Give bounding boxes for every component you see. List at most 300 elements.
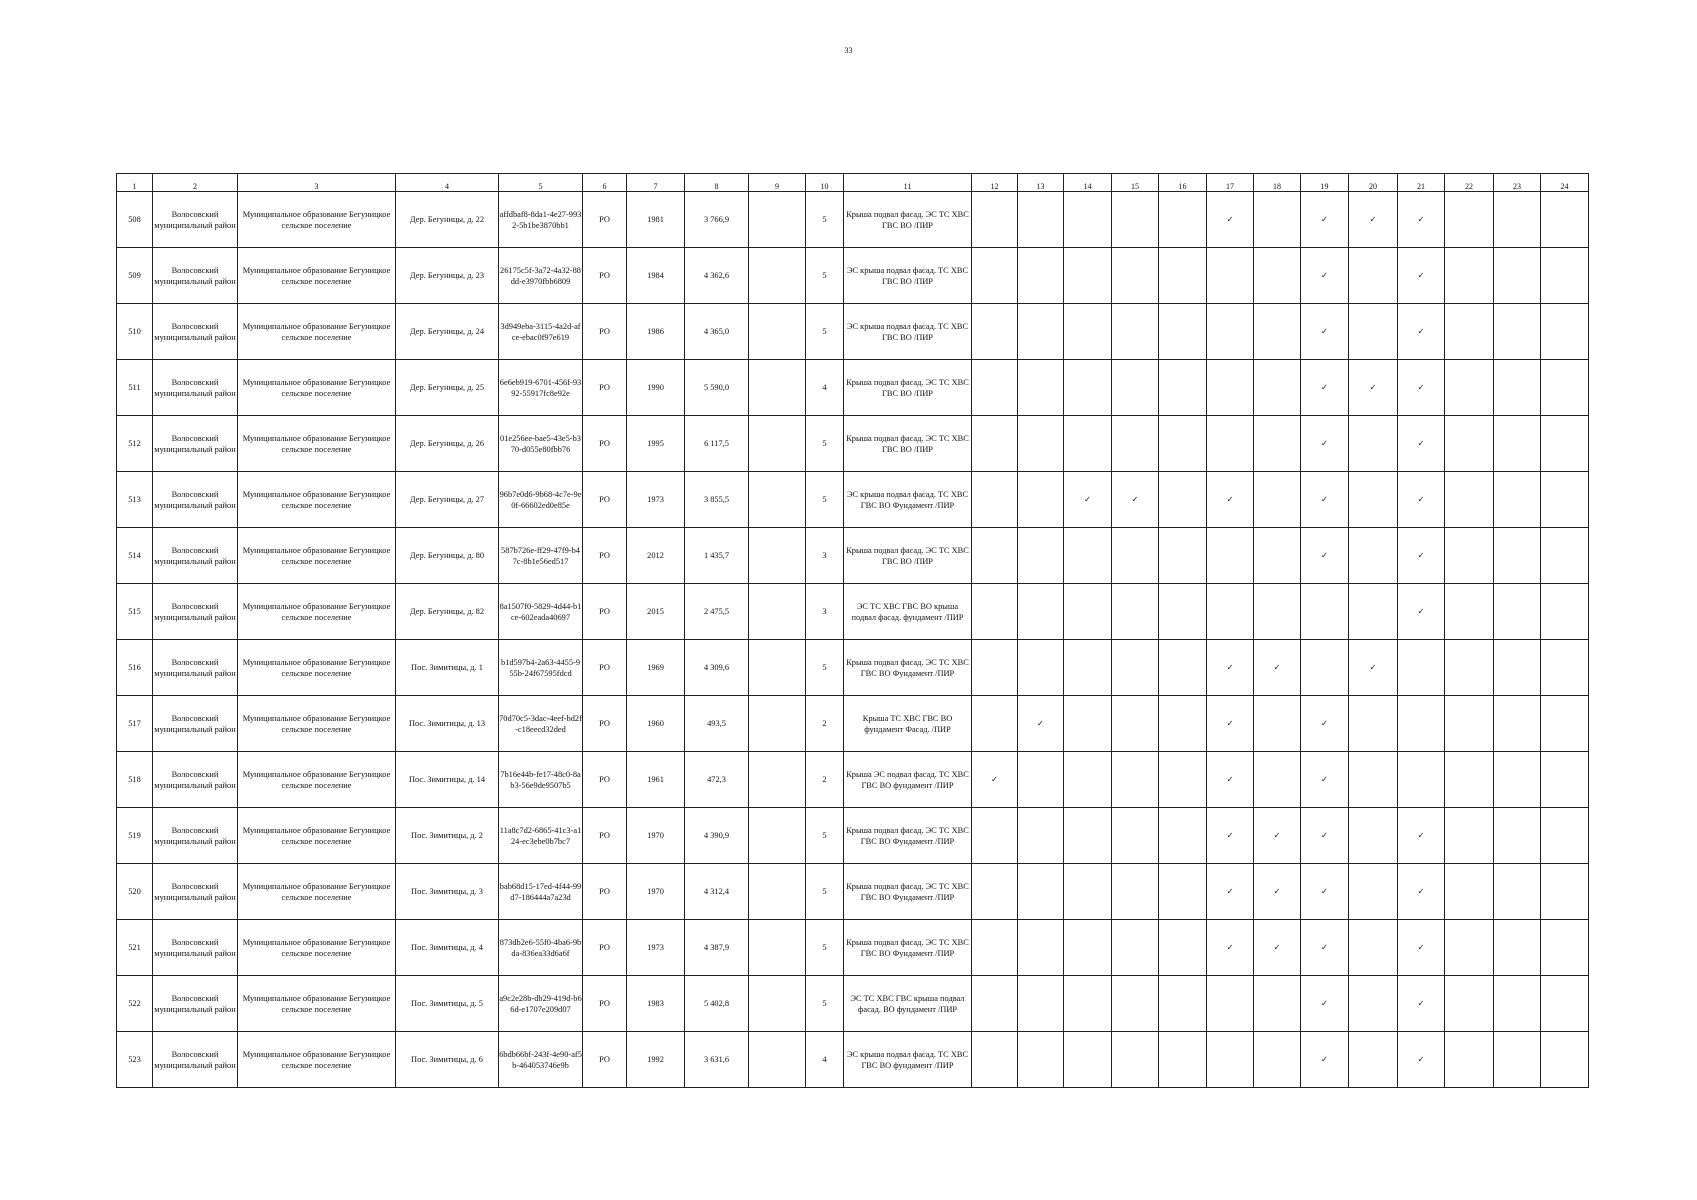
check-mark-icon: ✓ xyxy=(1301,808,1349,864)
municipality-cell: Муниципальное образование Бегуницкое сельское поселение xyxy=(238,584,396,640)
fund-form-cell: РО xyxy=(583,304,627,360)
empty-cell xyxy=(1349,304,1398,360)
column-number-10: 10 xyxy=(806,174,844,192)
empty-cell xyxy=(1494,584,1541,640)
column-number-6: 6 xyxy=(583,174,627,192)
column-number-20: 20 xyxy=(1349,174,1398,192)
empty-cell xyxy=(972,360,1018,416)
empty-cell xyxy=(1349,1032,1398,1088)
column-number-8: 8 xyxy=(685,174,749,192)
column-9-cell xyxy=(749,864,806,920)
house-guid-cell: 8a1507f0-5829-4d44-b1ce-602eada40697 xyxy=(499,584,583,640)
area-cell: 493,5 xyxy=(685,696,749,752)
column-number-2: 2 xyxy=(153,174,238,192)
area-cell: 4 309,6 xyxy=(685,640,749,696)
empty-cell xyxy=(1445,192,1494,248)
column-number-17: 17 xyxy=(1207,174,1254,192)
check-mark-icon: ✓ xyxy=(1207,192,1254,248)
year-cell: 1995 xyxy=(627,416,685,472)
column-9-cell xyxy=(749,416,806,472)
municipality-cell: Муниципальное образование Бегуницкое сельское поселение xyxy=(238,416,396,472)
empty-cell xyxy=(1301,584,1349,640)
empty-cell xyxy=(972,528,1018,584)
empty-cell xyxy=(1541,192,1589,248)
column-9-cell xyxy=(749,528,806,584)
fund-form-cell: РО xyxy=(583,472,627,528)
check-mark-icon: ✓ xyxy=(1018,696,1064,752)
empty-cell xyxy=(1494,248,1541,304)
fund-form-cell: РО xyxy=(583,528,627,584)
check-mark-icon: ✓ xyxy=(1398,192,1445,248)
empty-cell xyxy=(1207,1032,1254,1088)
empty-cell xyxy=(1018,1032,1064,1088)
empty-cell xyxy=(1541,584,1589,640)
empty-cell xyxy=(1494,528,1541,584)
works-cell: ЭС крыша подвал фасад. ТС ХВС ГВС ВО /ПИР xyxy=(844,248,972,304)
area-cell: 5 402,8 xyxy=(685,976,749,1032)
area-cell: 4 390,9 xyxy=(685,808,749,864)
house-guid-cell: 7b16e44b-fe17-48c0-8ab3-56e9de9507b5 xyxy=(499,752,583,808)
check-mark-icon: ✓ xyxy=(1398,920,1445,976)
empty-cell xyxy=(1018,976,1064,1032)
empty-cell xyxy=(1064,416,1112,472)
row-number: 518 xyxy=(117,752,153,808)
address-cell: Пос. Зимитицы, д. 4 xyxy=(396,920,499,976)
empty-cell xyxy=(1254,472,1301,528)
area-cell: 3 766,9 xyxy=(685,192,749,248)
empty-cell xyxy=(1064,976,1112,1032)
column-9-cell xyxy=(749,192,806,248)
empty-cell xyxy=(1349,248,1398,304)
table-row xyxy=(117,416,1589,472)
empty-cell xyxy=(1207,248,1254,304)
district-cell: Волосовский муниципальный район xyxy=(153,192,238,248)
check-mark-icon: ✓ xyxy=(1349,640,1398,696)
house-guid-cell: a9c2e28b-db29-419d-b66d-e1707e209d07 xyxy=(499,976,583,1032)
empty-cell xyxy=(1159,304,1207,360)
municipality-cell: Муниципальное образование Бегуницкое сельское поселение xyxy=(238,696,396,752)
empty-cell xyxy=(1159,192,1207,248)
check-mark-icon: ✓ xyxy=(1301,416,1349,472)
empty-cell xyxy=(1018,808,1064,864)
empty-cell xyxy=(1159,640,1207,696)
page-number: 33 xyxy=(844,46,853,55)
empty-cell xyxy=(1445,696,1494,752)
works-cell: Крыша ЭС подвал фасад. ТС ХВС ГВС ВО фундамент /ПИР xyxy=(844,752,972,808)
empty-cell xyxy=(1018,920,1064,976)
empty-cell xyxy=(1445,528,1494,584)
table-row xyxy=(117,360,1589,416)
empty-cell xyxy=(972,472,1018,528)
works-cell: Крыша подвал фасад. ЭС ТС ХВС ГВС ВО Фундамент /ПИР xyxy=(844,808,972,864)
empty-cell xyxy=(1254,696,1301,752)
column-9-cell xyxy=(749,640,806,696)
district-cell: Волосовский муниципальный район xyxy=(153,864,238,920)
column-number-15: 15 xyxy=(1112,174,1159,192)
works-cell: Крыша подвал фасад. ЭС ТС ХВС ГВС ВО Фундамент /ПИР xyxy=(844,864,972,920)
empty-cell xyxy=(1541,248,1589,304)
fund-form-cell: РО xyxy=(583,416,627,472)
check-mark-icon: ✓ xyxy=(1207,808,1254,864)
empty-cell xyxy=(1349,808,1398,864)
area-cell: 2 475,5 xyxy=(685,584,749,640)
empty-cell xyxy=(1254,192,1301,248)
empty-cell xyxy=(1159,976,1207,1032)
empty-cell xyxy=(1541,528,1589,584)
row-number: 521 xyxy=(117,920,153,976)
empty-cell xyxy=(1445,1032,1494,1088)
table-row xyxy=(117,920,1589,976)
empty-cell xyxy=(1349,696,1398,752)
table-row xyxy=(117,192,1589,248)
empty-cell xyxy=(1159,248,1207,304)
empty-cell xyxy=(1398,640,1445,696)
empty-cell xyxy=(1541,808,1589,864)
municipality-cell: Муниципальное образование Бегуницкое сельское поселение xyxy=(238,472,396,528)
empty-cell xyxy=(1112,360,1159,416)
empty-cell xyxy=(1541,752,1589,808)
empty-cell xyxy=(1064,360,1112,416)
row-number: 520 xyxy=(117,864,153,920)
empty-cell xyxy=(1494,808,1541,864)
empty-cell xyxy=(1207,416,1254,472)
row-number: 513 xyxy=(117,472,153,528)
empty-cell xyxy=(1112,304,1159,360)
column-9-cell xyxy=(749,696,806,752)
address-cell: Дер. Бегуницы, д. 26 xyxy=(396,416,499,472)
table-row xyxy=(117,472,1589,528)
empty-cell xyxy=(1349,864,1398,920)
works-cell: Крыша подвал фасад. ЭС ТС ХВС ГВС ВО /ПИР xyxy=(844,416,972,472)
column-9-cell xyxy=(749,304,806,360)
empty-cell xyxy=(1018,416,1064,472)
district-cell: Волосовский муниципальный район xyxy=(153,696,238,752)
table-row xyxy=(117,696,1589,752)
empty-cell xyxy=(1018,472,1064,528)
house-guid-cell: 26175c5f-3a72-4a32-88dd-e3970fbb6809 xyxy=(499,248,583,304)
empty-cell xyxy=(1254,1032,1301,1088)
column-number-1: 1 xyxy=(117,174,153,192)
check-mark-icon: ✓ xyxy=(1207,640,1254,696)
floors-cell: 5 xyxy=(806,808,844,864)
row-number: 512 xyxy=(117,416,153,472)
area-cell: 4 312,4 xyxy=(685,864,749,920)
fund-form-cell: РО xyxy=(583,192,627,248)
empty-cell xyxy=(1349,528,1398,584)
column-number-22: 22 xyxy=(1445,174,1494,192)
check-mark-icon: ✓ xyxy=(1301,192,1349,248)
empty-cell xyxy=(1112,528,1159,584)
empty-cell xyxy=(1254,528,1301,584)
works-cell: ЭС крыша подвал фасад. ТС ХВС ГВС ВО /ПИР xyxy=(844,304,972,360)
empty-cell xyxy=(1349,920,1398,976)
check-mark-icon: ✓ xyxy=(1064,472,1112,528)
empty-cell xyxy=(972,864,1018,920)
district-cell: Волосовский муниципальный район xyxy=(153,752,238,808)
empty-cell xyxy=(1445,864,1494,920)
house-guid-cell: bab68d15-17ed-4f44-99d7-186444a7a23d xyxy=(499,864,583,920)
column-9-cell xyxy=(749,808,806,864)
address-cell: Дер. Бегуницы, д. 24 xyxy=(396,304,499,360)
year-cell: 1960 xyxy=(627,696,685,752)
row-number: 514 xyxy=(117,528,153,584)
empty-cell xyxy=(1541,976,1589,1032)
fund-form-cell: РО xyxy=(583,696,627,752)
check-mark-icon: ✓ xyxy=(1207,472,1254,528)
empty-cell xyxy=(1494,472,1541,528)
empty-cell xyxy=(972,192,1018,248)
empty-cell xyxy=(1541,360,1589,416)
district-cell: Волосовский муниципальный район xyxy=(153,416,238,472)
empty-cell xyxy=(1445,416,1494,472)
fund-form-cell: РО xyxy=(583,920,627,976)
empty-cell xyxy=(1494,1032,1541,1088)
address-cell: Дер. Бегуницы, д. 23 xyxy=(396,248,499,304)
check-mark-icon: ✓ xyxy=(1207,920,1254,976)
check-mark-icon: ✓ xyxy=(1398,528,1445,584)
area-cell: 5 590,0 xyxy=(685,360,749,416)
empty-cell xyxy=(1494,752,1541,808)
year-cell: 1969 xyxy=(627,640,685,696)
floors-cell: 5 xyxy=(806,976,844,1032)
municipality-cell: Муниципальное образование Бегуницкое сельское поселение xyxy=(238,360,396,416)
column-number-5: 5 xyxy=(499,174,583,192)
empty-cell xyxy=(972,976,1018,1032)
column-number-9: 9 xyxy=(749,174,806,192)
empty-cell xyxy=(1541,920,1589,976)
municipality-cell: Муниципальное образование Бегуницкое сельское поселение xyxy=(238,528,396,584)
house-guid-cell: 6e6eb919-6701-456f-9392-55917fc8e92e xyxy=(499,360,583,416)
municipality-cell: Муниципальное образование Бегуницкое сельское поселение xyxy=(238,920,396,976)
column-number-3: 3 xyxy=(238,174,396,192)
check-mark-icon: ✓ xyxy=(1398,1032,1445,1088)
column-number-23: 23 xyxy=(1494,174,1541,192)
column-9-cell xyxy=(749,1032,806,1088)
empty-cell xyxy=(1064,1032,1112,1088)
municipality-cell: Муниципальное образование Бегуницкое сельское поселение xyxy=(238,640,396,696)
empty-cell xyxy=(1018,304,1064,360)
check-mark-icon: ✓ xyxy=(1349,360,1398,416)
year-cell: 1990 xyxy=(627,360,685,416)
table-row xyxy=(117,584,1589,640)
check-mark-icon: ✓ xyxy=(1301,752,1349,808)
house-guid-cell: 70d70c5-3dac-4eef-bd2f-c18eecd32ded xyxy=(499,696,583,752)
row-number: 508 xyxy=(117,192,153,248)
check-mark-icon: ✓ xyxy=(1301,976,1349,1032)
empty-cell xyxy=(1064,640,1112,696)
table-row xyxy=(117,864,1589,920)
empty-cell xyxy=(1112,808,1159,864)
empty-cell xyxy=(1494,920,1541,976)
floors-cell: 5 xyxy=(806,304,844,360)
empty-cell xyxy=(1541,864,1589,920)
empty-cell xyxy=(1064,584,1112,640)
empty-cell xyxy=(1112,752,1159,808)
empty-cell xyxy=(1064,864,1112,920)
empty-cell xyxy=(1112,1032,1159,1088)
column-9-cell xyxy=(749,360,806,416)
empty-cell xyxy=(1159,360,1207,416)
column-number-12: 12 xyxy=(972,174,1018,192)
empty-cell xyxy=(1112,416,1159,472)
empty-cell xyxy=(1159,528,1207,584)
table-row xyxy=(117,1032,1589,1088)
address-cell: Пос. Зимитицы, д. 6 xyxy=(396,1032,499,1088)
district-cell: Волосовский муниципальный район xyxy=(153,248,238,304)
empty-cell xyxy=(972,696,1018,752)
table-row xyxy=(117,304,1589,360)
works-cell: Крыша подвал фасад. ЭС ТС ХВС ГВС ВО /ПИР xyxy=(844,528,972,584)
column-number-row xyxy=(117,174,1589,192)
column-9-cell xyxy=(749,472,806,528)
works-cell: Крыша подвал фасад. ЭС ТС ХВС ГВС ВО /ПИР xyxy=(844,360,972,416)
year-cell: 2012 xyxy=(627,528,685,584)
row-number: 522 xyxy=(117,976,153,1032)
works-cell: Крыша подвал фасад. ЭС ТС ХВС ГВС ВО Фундамент /ПИР xyxy=(844,920,972,976)
check-mark-icon: ✓ xyxy=(1301,304,1349,360)
column-9-cell xyxy=(749,920,806,976)
municipality-cell: Муниципальное образование Бегуницкое сельское поселение xyxy=(238,864,396,920)
district-cell: Волосовский муниципальный район xyxy=(153,360,238,416)
check-mark-icon: ✓ xyxy=(1398,808,1445,864)
year-cell: 1986 xyxy=(627,304,685,360)
empty-cell xyxy=(1159,416,1207,472)
empty-cell xyxy=(1541,472,1589,528)
empty-cell xyxy=(1018,640,1064,696)
table-row xyxy=(117,248,1589,304)
floors-cell: 5 xyxy=(806,640,844,696)
fund-form-cell: РО xyxy=(583,976,627,1032)
floors-cell: 3 xyxy=(806,528,844,584)
column-number-18: 18 xyxy=(1254,174,1301,192)
empty-cell xyxy=(1494,640,1541,696)
empty-cell xyxy=(1445,640,1494,696)
empty-cell xyxy=(1494,416,1541,472)
empty-cell xyxy=(1445,584,1494,640)
works-cell: Крыша подвал фасад. ЭС ТС ХВС ГВС ВО /ПИР xyxy=(844,192,972,248)
address-cell: Пос. Зимитицы, д. 14 xyxy=(396,752,499,808)
fund-form-cell: РО xyxy=(583,808,627,864)
empty-cell xyxy=(1301,640,1349,696)
empty-cell xyxy=(1064,192,1112,248)
empty-cell xyxy=(972,808,1018,864)
year-cell: 1984 xyxy=(627,248,685,304)
empty-cell xyxy=(972,416,1018,472)
district-cell: Волосовский муниципальный район xyxy=(153,808,238,864)
empty-cell xyxy=(1349,472,1398,528)
floors-cell: 5 xyxy=(806,248,844,304)
empty-cell xyxy=(1445,472,1494,528)
empty-cell xyxy=(1159,752,1207,808)
address-cell: Пос. Зимитицы, д. 3 xyxy=(396,864,499,920)
empty-cell xyxy=(972,920,1018,976)
empty-cell xyxy=(1064,752,1112,808)
address-cell: Пос. Зимитицы, д. 2 xyxy=(396,808,499,864)
floors-cell: 5 xyxy=(806,192,844,248)
empty-cell xyxy=(1207,304,1254,360)
row-number: 511 xyxy=(117,360,153,416)
works-cell: ЭС ТС ХВС ГВС ВО крыша подвал фасад. фундамент /ПИР xyxy=(844,584,972,640)
empty-cell xyxy=(1112,584,1159,640)
empty-cell xyxy=(1541,1032,1589,1088)
column-9-cell xyxy=(749,248,806,304)
address-cell: Дер. Бегуницы, д. 80 xyxy=(396,528,499,584)
floors-cell: 3 xyxy=(806,584,844,640)
empty-cell xyxy=(1159,584,1207,640)
year-cell: 1973 xyxy=(627,472,685,528)
house-guid-cell: b1d597b4-2a63-4455-955b-24f67595fdcd xyxy=(499,640,583,696)
empty-cell xyxy=(1494,360,1541,416)
check-mark-icon: ✓ xyxy=(1207,864,1254,920)
table-row xyxy=(117,640,1589,696)
address-cell: Пос. Зимитицы, д. 13 xyxy=(396,696,499,752)
column-number-11: 11 xyxy=(844,174,972,192)
house-guid-cell: 587b726e-ff29-47f9-b47c-8b1e56ed517 xyxy=(499,528,583,584)
house-guid-cell: affdbaf8-8da1-4e27-9932-5b1be3870bb1 xyxy=(499,192,583,248)
empty-cell xyxy=(1112,920,1159,976)
fund-form-cell: РО xyxy=(583,640,627,696)
empty-cell xyxy=(1159,864,1207,920)
floors-cell: 2 xyxy=(806,696,844,752)
empty-cell xyxy=(1018,528,1064,584)
row-number: 510 xyxy=(117,304,153,360)
area-cell: 6 117,5 xyxy=(685,416,749,472)
empty-cell xyxy=(1494,976,1541,1032)
fund-form-cell: РО xyxy=(583,864,627,920)
house-guid-cell: 3d949eba-3115-4a2d-afce-ebac0f97e619 xyxy=(499,304,583,360)
house-guid-cell: 11a8c7d2-6865-41c3-a124-ec3ebe0b7bc7 xyxy=(499,808,583,864)
check-mark-icon: ✓ xyxy=(1254,920,1301,976)
check-mark-icon: ✓ xyxy=(1301,920,1349,976)
works-cell: ЭС крыша подвал фасад. ТС ХВС ГВС ВО Фундамент /ПИР xyxy=(844,472,972,528)
check-mark-icon: ✓ xyxy=(1398,360,1445,416)
column-9-cell xyxy=(749,976,806,1032)
empty-cell xyxy=(1445,248,1494,304)
row-number: 516 xyxy=(117,640,153,696)
area-cell: 4 387,9 xyxy=(685,920,749,976)
district-cell: Волосовский муниципальный район xyxy=(153,920,238,976)
fund-form-cell: РО xyxy=(583,584,627,640)
floors-cell: 5 xyxy=(806,920,844,976)
row-number: 515 xyxy=(117,584,153,640)
empty-cell xyxy=(972,248,1018,304)
empty-cell xyxy=(1445,360,1494,416)
empty-cell xyxy=(1541,416,1589,472)
empty-cell xyxy=(1445,752,1494,808)
empty-cell xyxy=(1064,696,1112,752)
empty-cell xyxy=(1207,976,1254,1032)
year-cell: 1973 xyxy=(627,920,685,976)
year-cell: 1983 xyxy=(627,976,685,1032)
check-mark-icon: ✓ xyxy=(1398,864,1445,920)
municipality-cell: Муниципальное образование Бегуницкое сельское поселение xyxy=(238,192,396,248)
house-guid-cell: 96b7e0d6-9b68-4c7e-9e0f-66602ed0e85e xyxy=(499,472,583,528)
check-mark-icon: ✓ xyxy=(1254,808,1301,864)
empty-cell xyxy=(972,304,1018,360)
column-number-19: 19 xyxy=(1301,174,1349,192)
empty-cell xyxy=(1541,640,1589,696)
address-cell: Дер. Бегуницы, д. 22 xyxy=(396,192,499,248)
column-number-13: 13 xyxy=(1018,174,1064,192)
year-cell: 1981 xyxy=(627,192,685,248)
column-9-cell xyxy=(749,584,806,640)
empty-cell xyxy=(1254,584,1301,640)
empty-cell xyxy=(1018,360,1064,416)
empty-cell xyxy=(1349,416,1398,472)
municipality-cell: Муниципальное образование Бегуницкое сельское поселение xyxy=(238,1032,396,1088)
empty-cell xyxy=(1349,976,1398,1032)
row-number: 519 xyxy=(117,808,153,864)
